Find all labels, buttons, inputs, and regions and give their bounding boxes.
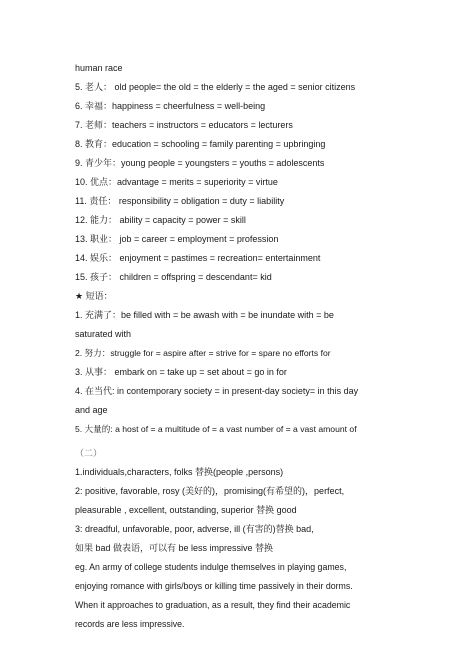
section-heading: （二）: [75, 448, 103, 458]
vocab-line: 10. 优点：advantage = merits = superiority = virtue: [75, 177, 278, 187]
vocab-line: 7. 老师：teachers = instructors = educators = lecturers: [75, 120, 293, 130]
phrase-line: saturated with: [75, 329, 132, 339]
phrase-line: 2. 努力：struggle for = aspire after = strive for = spare no efforts for: [75, 348, 331, 358]
vocab-line: 14. 娱乐： enjoyment = pastimes = recreation= entertainment: [75, 253, 321, 263]
phrase-line: 3. 从事： embark on = take up = set about = go in for: [75, 367, 287, 377]
vocab-line: 9. 青少年：young people = youngsters = youths = adolescents: [75, 158, 325, 168]
section-line: pleasurable , excellent, outstanding, superior 替换 good: [75, 505, 297, 515]
example-line: records are less impressive.: [75, 619, 185, 629]
phrases-heading: ★ 短语：: [75, 291, 113, 301]
phrase-line: 5. 大量的: a host of = a multitude of = a vast number of = a vast amount of: [75, 424, 357, 434]
phrase-line: and age: [75, 405, 108, 415]
section-line: 1.individuals,characters, folks 替换(people ,persons): [75, 467, 284, 477]
section-line: 如果 bad 做表语，可以有 be less impressive 替换: [75, 543, 274, 553]
vocab-line: 5. 老人： old people= the old = the elderly = the aged = senior citizens: [75, 82, 356, 92]
vocab-line: 15. 孩子： children = offspring = descendant= kid: [75, 272, 272, 282]
vocab-line: 13. 职业： job = career = employment = profession: [75, 234, 279, 244]
section-line: 3: dreadful, unfavorable, poor, adverse, ill (有害的)替换 bad,: [75, 524, 314, 534]
phrase-line: 4. 在当代: in contemporary society = in present-day society= in this day: [75, 386, 359, 396]
section-line: 2: positive, favorable, rosy (美好的)，promising(有希望的)，perfect,: [75, 486, 345, 496]
vocab-line: 11. 责任： responsibility = obligation = duty = liability: [75, 196, 285, 206]
example-line: When it approaches to graduation, as a result, they find their academic: [75, 600, 351, 610]
example-line: enjoying romance with girls/boys or killing time passively in their dorms.: [75, 581, 353, 591]
vocab-line: 12. 能力： ability = capacity = power = skill: [75, 215, 246, 225]
vocab-line: 8. 教育：education = schooling = family parenting = upbringing: [75, 139, 326, 149]
example-line: eg. An army of college students indulge themselves in playing games,: [75, 562, 347, 572]
vocab-line: human race: [75, 63, 123, 73]
phrase-line: 1. 充满了：be filled with = be awash with = be inundate with = be: [75, 310, 334, 320]
vocab-line: 6. 幸福：happiness = cheerfulness = well-being: [75, 101, 266, 111]
